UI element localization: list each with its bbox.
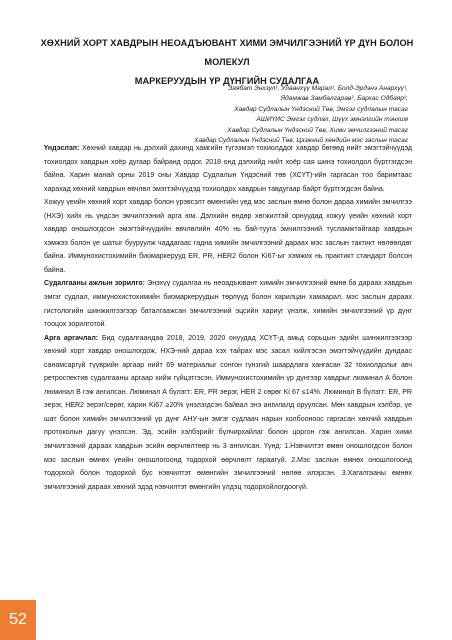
paragraph-text: Хожуу үеийн хөхний хорт хавдар болон үрэвсэлт өмөнгийн үед мэс заслын өмнө болон дараа химийн эмчилгээ (НХЭ) хийх нь үндсэн эмчилгээний арга юм. Дэлхийн өндөр хөгжилтэй орнуудад хожуу үеийн хөхний хорт хавдар оношлогдсон эмэгтэйчүүдийн өвчлөлийн 40% нь бай-тууга эмчилгээний тусламжтайгаар хавдрын хэмжээ болон үе шатыг бууруулж чаддагаас гадна химийн эмчилгээний дараах мэс заслын тактикт нөлөөлдөг байна. Иммунохистохимийн биомаркерууд ER, PR, HER2 болон Ki67-ыг хэмжих нь практикт стандарт болсон байна. [44,199,412,274]
paragraph-methods [44,332,412,495]
author-affiliations [78,84,408,146]
affiliation-line: Хавдар Судлалын Үндэсний Төв, Цээжний хөндийн мэс заслын тасаг [194,137,408,145]
paragraph-text: Энэхүү судалгаа нь неоадъювант химийн эмчилгээний өмнө ба дараах хавдрын эмгэг судлал, иммунохистохимийн биомаркеруудын төрлүүд болон харилцан хамаарал, мэс заслын дараах гистологийн шинжилгээгээр баталгаажсан эмчилгээний эцсийн хариуг үнэлж, химийн эмчилгээний үр дүнг тооцох зорилготой. [44,280,412,329]
section-label: Үндэслэл: [44,145,80,152]
paragraph-objective [44,277,412,331]
body-text [44,142,412,494]
title-line-1: ХӨХНИЙ ХОРТ ХАВДРЫН НЕОАДЪЮВАНТ ХИМИ ЭМЧИЛГЭЭНИЙ ҮР ДҮН БОЛОН МОЛЕКУЛ [40,38,414,67]
affiliation-line: АШИҮИС Эмгэг судлал, Шүүх эмнэлгийн тэнхим [256,116,408,124]
page-number-badge: 52 [0,600,36,640]
affiliation-line: Хавдар Судлалын Үндэсний Төв, Эмгэг судлалын тасаг [234,105,408,113]
section-label: Арга аргачлал: [44,334,99,342]
paper-title [40,34,414,91]
paragraph-treatment [44,196,412,277]
section-label: Судалгааны ажлын зорилго: [44,280,145,288]
title-line-2: МАРКЕРУУДЫН ҮР ДҮНГИЙН СУДАЛГАА [134,76,320,86]
paragraph-text: Бид судалгаандаа 2018, 2019, 2020 онуудад ХСҮТ-д амьд сорьцын эдийн шинжилгээгээр хөхний хорт хавдар оношлогдож, НХЭ-ний дараа хэх тайрах мэс засал хийлгэсэн эмэгтэйчүүдийн дундаас санамсаргүй түүврийн аргаар нийт 69 материалыг сонгон гүнзгий шаардлага хангасан 32 тохиолдолыг авч ретроспектив судалгааны аргаар хийж гүйцэтгэсэн. Иммунохистохимийн үр дүнгээр хавдрыг люминал А болон люминал В гэж ангилсан. Люминал А бүлэгт: ER, PR эерэг, HER 2 сөрөг Ki 67 ≤14%. Люминал В бүлэгт: ER, PR эерэг, HER2 эерэг/сөрөг, харин Ki67 ≥20% үнэлэгдсэн байвал энэ ангилалд оруулсан. Мөн хавдрын хэлбэр, үе шат болон химийн эмчилгээний үр дүнг АНУ-ын эмгэг судлаач нарын холбооноос гаргасан хөхний хавдрын протоколын дагуу үнэлсэн. Эд, эсийн хэлбэрийг бүлчирхайлаг болон цоргон гэж ангилсан. Харин хими эмчилгээний дараах хавдрын эсийн өөрчлөлтөөр нь 3 ангилсан. Үүнд: 1.Нэвчилтэт өмөн оношлогдсон болон мэс заслын өмнөх үеийн оношлогоонд тодорхой өөрчлөлт гараагүй. 2.Мэс заслын өмнөх оношлогоонд тодорхой болон тодорхой бус нэвчилтэт өмөнгийн эмчилгээний нөлөө илэрсэн. 3.Хагалгааны өмнөх эмчилгээний дараах хөхний эдэд нэвчилтэт өмөнгийн үлдэц тодорхойлогдоогүй. [44,334,412,491]
affiliation-line: Хавдар Судлалын Үндэсний Төв, Хими эмчилгээний тасаг [227,126,408,134]
authors-line: Заябат Энхзул¹, Улаанхүү Марал¹, Болд-Эрдэнэ Анархүү¹, [228,85,408,92]
paragraph-text: Хөхний хавдар нь дэлхий дахинд хамгийн түгээмэл тохиолддог хавдар бөгөөд нийт эмэгтэйчүүдэд тохиолдох хавдрын хоёр дугаар байранд ордог. 2018 онд дэлхийд нийт хоёр сая шинэ тохиолдол бүртгэгдсэн байна. Харин манай орны 2019 оны Хавдар Судлалын Үндэсний төв (ХСҮТ)-ийн гаргасан тоо баримтаас харахад хөхний хавдрын өвчлөл эмэгтэйчүүдэд тохиолдох хавдрын тавдугаар байрт бүртгэгдсэн байна. [44,145,412,193]
paragraph-rationale [44,142,412,196]
authors-line: Ядамжав Замбалгарав², Бархас Одбаяр², [280,95,408,103]
